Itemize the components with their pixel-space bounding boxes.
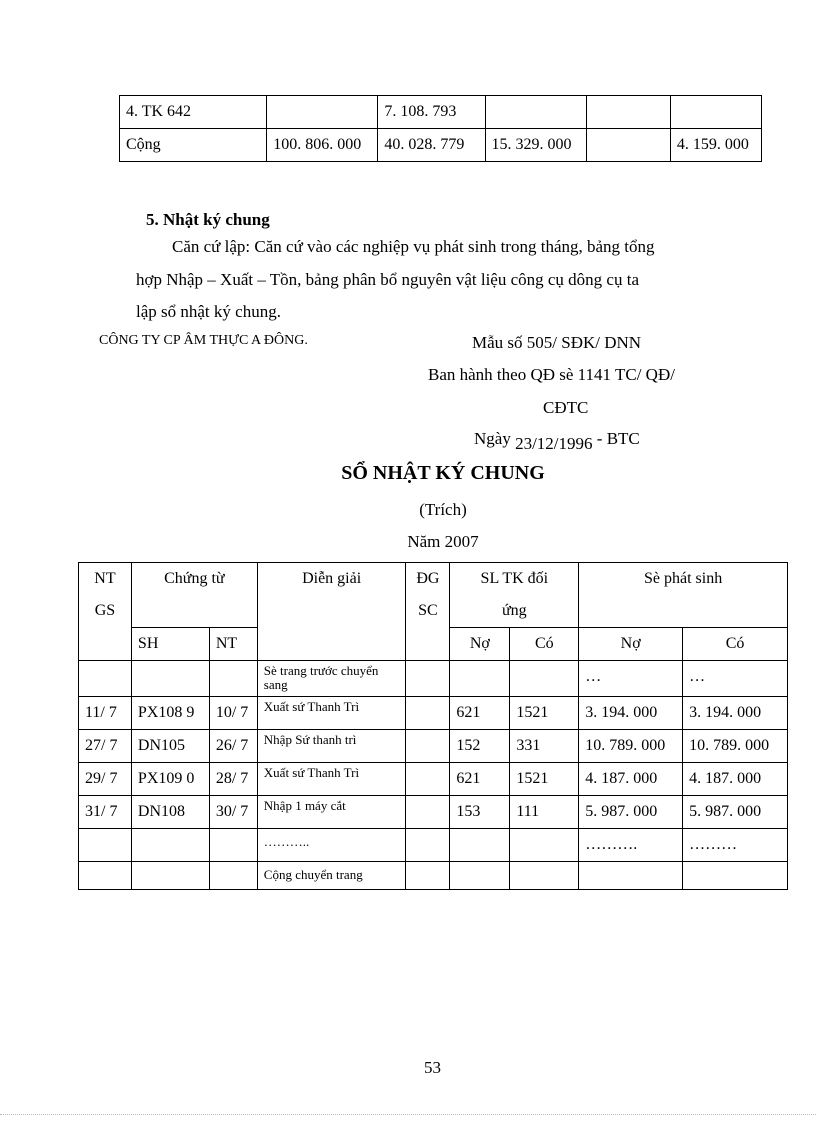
cell-dgsc	[406, 763, 450, 796]
table-row	[79, 796, 788, 829]
date-line	[474, 429, 640, 453]
cell-sh: PX109 0	[131, 763, 209, 796]
col-so-phat-sinh: Sè phát sinh	[579, 563, 788, 628]
cell-ntgs	[79, 862, 132, 890]
col-dgsc: ĐG SC	[406, 563, 450, 661]
page-number: 53	[424, 1058, 441, 1077]
cell-tk-no: 621	[450, 763, 510, 796]
cell-tk-no: 152	[450, 730, 510, 763]
cell-ps-co: …	[683, 661, 788, 697]
cell-ps-co: ………	[683, 829, 788, 862]
table-cell: 40. 028. 779	[378, 129, 485, 162]
table-row	[120, 129, 762, 162]
cell-ps-co: 10. 789. 000	[683, 730, 788, 763]
cell-dgsc	[406, 796, 450, 829]
col-nt: NT	[209, 628, 257, 661]
cell-nt: 28/ 7	[209, 763, 257, 796]
company-name: CÔNG TY CP ÂM THỰC A ĐÔNG.	[99, 333, 308, 348]
cell-nt	[209, 862, 257, 890]
col-sh: SH	[131, 628, 209, 661]
cell-tk-co: 1521	[510, 763, 579, 796]
decree-line: Ban hành theo QĐ sè 1141 TC/ QĐ/	[428, 365, 675, 384]
table-row	[79, 763, 788, 796]
cell-sh	[131, 661, 209, 697]
col-chung-tu: Chứng từ	[131, 563, 257, 628]
summary-table	[119, 95, 762, 162]
decree-cont: CĐTC	[543, 398, 589, 417]
cell-dien-giai: Xuất sứ Thanh Trì	[257, 763, 406, 796]
col-ntgs: NT GS	[79, 563, 132, 661]
table-row	[79, 661, 788, 697]
cell-sh: DN108	[131, 796, 209, 829]
cell-nt	[209, 829, 257, 862]
col-co: Có	[510, 628, 579, 661]
cell-ntgs	[79, 661, 132, 697]
paragraph-line-2: hợp Nhập – Xuất – Tồn, bảng phân bổ nguyên vật liệu công cụ dông cụ ta	[136, 270, 639, 289]
cell-dien-giai: Xuất sứ Thanh Trì	[257, 697, 406, 730]
table-row	[79, 730, 788, 763]
cell-dgsc	[406, 661, 450, 697]
cell-tk-no	[450, 829, 510, 862]
table-cell	[485, 96, 586, 129]
table-row	[79, 862, 788, 890]
cell-sh	[131, 829, 209, 862]
paragraph-line-1: Căn cứ lập: Căn cứ vào các nghiệp vụ phát sinh trong tháng, bảng tổng	[172, 237, 655, 256]
table-cell	[267, 96, 378, 129]
table-header-row	[79, 563, 788, 628]
cell-tk-co	[510, 862, 579, 890]
page-subtitle: (Trích)	[419, 500, 467, 519]
cell-nt	[209, 661, 257, 697]
cell-ps-no: 10. 789. 000	[579, 730, 683, 763]
cell-tk-co	[510, 661, 579, 697]
date-suffix: - BTC	[596, 429, 640, 448]
table-cell: 4. 159. 000	[670, 129, 761, 162]
cell-ntgs: 29/ 7	[79, 763, 132, 796]
table-cell	[586, 129, 670, 162]
cell-dgsc	[406, 829, 450, 862]
col-dien-giai: Diễn giải	[257, 563, 406, 661]
cell-tk-no: 153	[450, 796, 510, 829]
cell-dien-giai: Cộng chuyển trang	[257, 862, 406, 890]
page-divider	[0, 1114, 816, 1115]
page-title: SỔ NHẬT KÝ CHUNG	[341, 462, 545, 484]
cell-dgsc	[406, 862, 450, 890]
table-cell: 15. 329. 000	[485, 129, 586, 162]
cell-ntgs	[79, 829, 132, 862]
table-cell	[586, 96, 670, 129]
cell-dien-giai: ………..	[257, 829, 406, 862]
col-ps-co: Có	[683, 628, 788, 661]
section-heading: 5. Nhật ký chung	[146, 210, 270, 229]
cell-dgsc	[406, 697, 450, 730]
cell-tk-no	[450, 661, 510, 697]
date-value: 23/12/1996	[515, 434, 593, 453]
cell-ntgs: 27/ 7	[79, 730, 132, 763]
table-row	[120, 96, 762, 129]
cell-nt: 10/ 7	[209, 697, 257, 730]
col-no: Nợ	[450, 628, 510, 661]
table-cell: 100. 806. 000	[267, 129, 378, 162]
paragraph-line-3: lập sổ nhật ký chung.	[136, 302, 281, 321]
cell-tk-co: 1521	[510, 697, 579, 730]
cell-tk-co	[510, 829, 579, 862]
cell-dien-giai: Nhập 1 máy cắt	[257, 796, 406, 829]
cell-ps-co: 5. 987. 000	[683, 796, 788, 829]
date-label: Ngày	[474, 429, 511, 448]
cell-dien-giai: Nhập Sứ thanh trì	[257, 730, 406, 763]
cell-sh	[131, 862, 209, 890]
table-row	[79, 697, 788, 730]
page-year: Năm 2007	[407, 532, 479, 551]
cell-sh: DN105	[131, 730, 209, 763]
cell-tk-no	[450, 862, 510, 890]
cell-ps-no	[579, 862, 683, 890]
cell-ps-no: …	[579, 661, 683, 697]
table-cell	[670, 96, 761, 129]
col-ps-no: Nợ	[579, 628, 683, 661]
cell-ps-co: 4. 187. 000	[683, 763, 788, 796]
cell-ps-co: 3. 194. 000	[683, 697, 788, 730]
cell-ps-no: ……….	[579, 829, 683, 862]
cell-ntgs: 11/ 7	[79, 697, 132, 730]
cell-ntgs: 31/ 7	[79, 796, 132, 829]
cell-dgsc	[406, 730, 450, 763]
table-cell: 7. 108. 793	[378, 96, 485, 129]
cell-ps-no: 5. 987. 000	[579, 796, 683, 829]
cell-ps-no: 4. 187. 000	[579, 763, 683, 796]
cell-nt: 26/ 7	[209, 730, 257, 763]
cell-ps-no: 3. 194. 000	[579, 697, 683, 730]
table-cell: Cộng	[120, 129, 267, 162]
journal-table	[78, 562, 788, 890]
form-number: Mẫu số 505/ SĐK/ DNN	[472, 333, 642, 352]
cell-tk-no: 621	[450, 697, 510, 730]
cell-ps-co	[683, 862, 788, 890]
cell-nt: 30/ 7	[209, 796, 257, 829]
col-sl-tk: SL TK đối ứng	[450, 563, 579, 628]
cell-sh: PX108 9	[131, 697, 209, 730]
cell-tk-co: 331	[510, 730, 579, 763]
table-cell: 4. TK 642	[120, 96, 267, 129]
table-row	[79, 829, 788, 862]
cell-dien-giai: Sè trang trước chuyển sang	[257, 661, 406, 697]
cell-tk-co: 111	[510, 796, 579, 829]
